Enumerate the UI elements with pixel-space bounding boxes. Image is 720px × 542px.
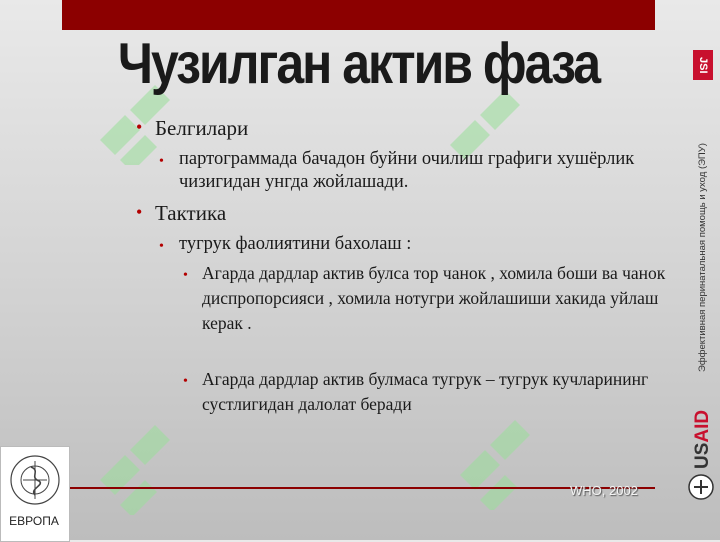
bullet-level1: • Белгилари xyxy=(136,116,249,140)
bullet-level1: • Тактика xyxy=(136,201,227,225)
ff-watermark-icon xyxy=(455,415,550,510)
bullet-level2: • тугрук фаолиятини бахолаш : xyxy=(159,233,649,256)
reference: WHO, 2002 xyxy=(570,483,638,498)
bullet-level2: • партограммада бачадон буйни очилиш графиги хушёрлик чизигидан унгда жойлашади. xyxy=(159,148,649,194)
bullet-text: тугрук фаолиятини бахолаш : xyxy=(179,234,412,254)
top-banner xyxy=(62,0,655,30)
bullet-text: Тактика xyxy=(155,201,227,225)
bullet-text: Агарда дардлар актив булса тор чанок , хомила боши ва чанок диспропорсияси , хомила нотугри жойлашиши хакида уйлаш керак . xyxy=(202,263,666,333)
bullet-text: партограммада бачадон буйни очилиш графиги хушёрлик чизигидан унгда жойлашади. xyxy=(179,149,635,192)
bullet-level3: • Агарда дардлар актив булмаса тугрук – тугрук кучларининг сустлигидан далолат беради xyxy=(183,367,688,417)
bottom-rule xyxy=(70,487,655,489)
svg-text:USAID: USAID xyxy=(692,409,713,469)
side-caption: Эффективная перинатальная помощь и уход (ЭПУ) xyxy=(697,143,708,372)
usaid-logo-icon xyxy=(686,405,716,505)
slide-title: Чузилган актив фаза xyxy=(117,31,600,96)
who-region-label: ЕВРОПА xyxy=(9,514,59,528)
jsi-logo-icon: JSI xyxy=(693,50,713,80)
bullet-level3: • Агарда дардлар актив булса тор чанок , хомила боши ва чанок диспропорсияси , хомила нотугри жойлашиши хакида уйлаш керак . xyxy=(183,261,688,336)
bullet-text: Белгилари xyxy=(155,116,249,140)
ff-watermark-icon xyxy=(95,420,190,515)
bullet-text: Агарда дардлар актив булмаса тугрук – тугрук кучларининг сустлигидан далолат беради xyxy=(202,369,649,414)
